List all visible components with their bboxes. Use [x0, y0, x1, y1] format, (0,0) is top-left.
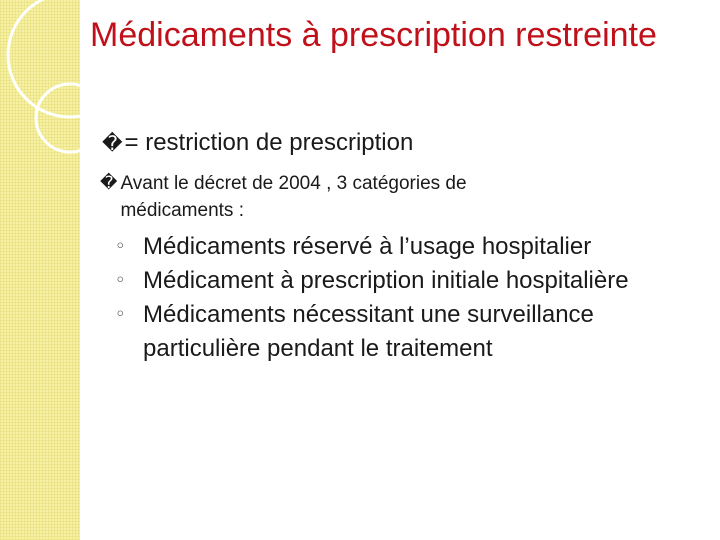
sub-bullet-item — [115, 264, 703, 298]
bullet-text: = restriction de prescription — [124, 129, 414, 156]
bullet-text: Avant le décret de 2004 , 3 catégories de médicaments : — [120, 173, 467, 221]
sub-bullet-item — [115, 298, 703, 366]
bullet-box-icon: � — [100, 173, 118, 193]
slide-title: Médicaments à prescription restreinte — [90, 16, 657, 54]
sub-bullet-text: Médicaments réservé à l’usage hospitalier — [143, 233, 592, 260]
sub-bullet-list — [115, 230, 703, 366]
sub-bullet-item — [115, 230, 703, 264]
sub-bullet-text: Médicaments nécessitant une surveillance particulière pendant le traitement — [143, 301, 594, 362]
circle-bullet-icon: ◦ — [115, 236, 126, 257]
bullet-item — [102, 128, 702, 158]
bullet-item — [100, 170, 700, 224]
sub-bullet-text: Médicament à prescription initiale hospitalière — [143, 267, 629, 294]
bullet-box-icon: � — [102, 131, 123, 155]
circle-bullet-icon: ◦ — [115, 270, 126, 291]
circle-bullet-icon: ◦ — [115, 304, 126, 325]
